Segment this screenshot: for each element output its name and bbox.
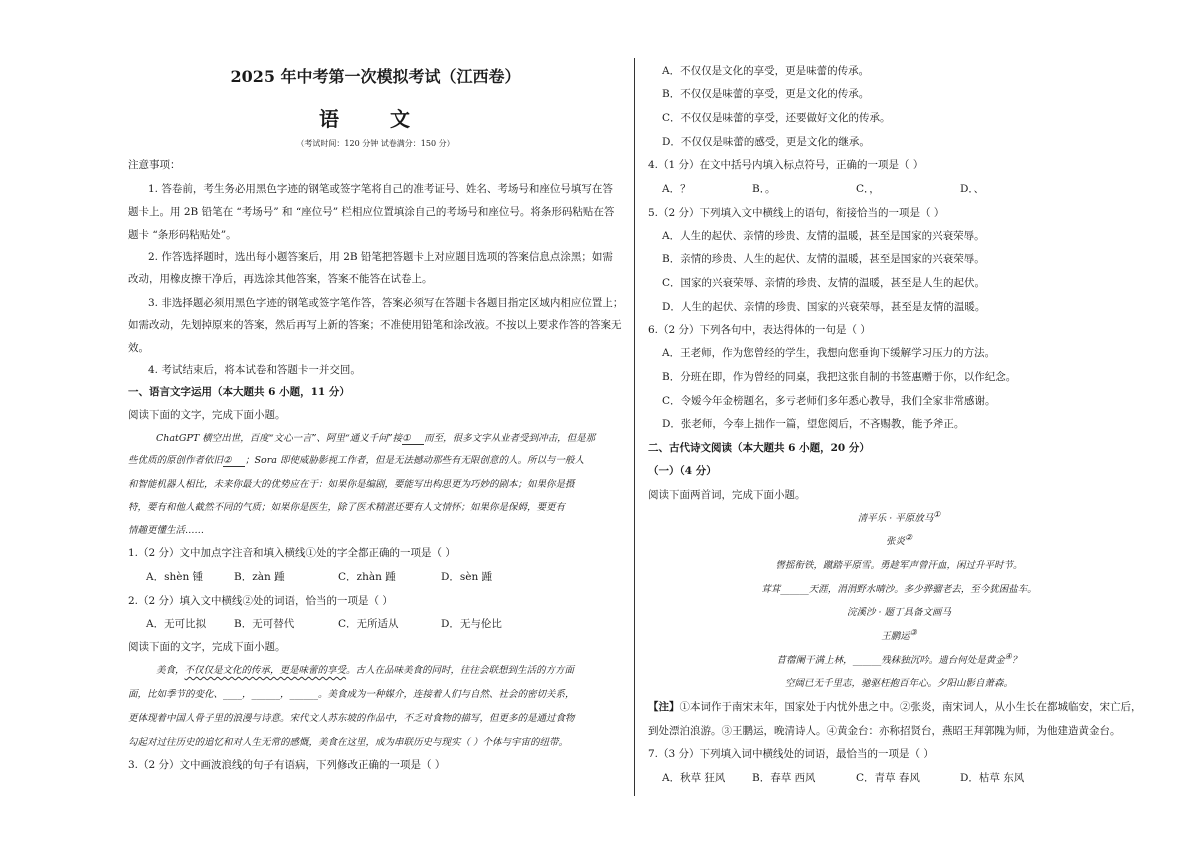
blank-line: ______ (251, 689, 281, 700)
poem1-line: 辔摇衔铁，蹴踏平原雪。勇趁军声曾汗血，闲过升平时节。 (775, 560, 1023, 571)
blank-line: ______ (289, 689, 319, 700)
q2-option-d[interactable]: D．无与伦比 (441, 618, 502, 630)
q4-option-a[interactable]: A．？ (662, 183, 691, 195)
poem2-author-text: 王鹏运 (881, 631, 910, 643)
passage2-line (156, 662, 574, 676)
poem1-title-note: ① (933, 510, 941, 519)
poem2-text: ？ (1011, 655, 1022, 667)
q6-option-a[interactable]: A．王老师，作为您曾经的学生，我想向您垂询下缓解学习压力的方法。 (662, 347, 996, 359)
question-2-stem: 2.（2 分）填入文中横线②处的词语，恰当的一项是（ ） (128, 595, 393, 607)
passage2-line: 勾起对过往历史的追忆和对人生无常的感慨，美食在这里，成为串联历史与现实（ ）个体与宇宙的纽带。 (128, 737, 569, 748)
q5-option-b[interactable]: B．亲情的珍贵、人生的起伏、友情的温暖，甚至是国家的兴衰荣辱。 (662, 253, 985, 265)
section1-intro: 阅读下面的文字，完成下面小题。 (128, 409, 286, 421)
left-column (118, 0, 633, 849)
notice-line: 2. 作答选择题时，选出每小题答案后，用 2B 铅笔把答题卡上对应题目选项的答案信息点涂黑；如需 (148, 251, 613, 263)
passage1-line (156, 430, 595, 445)
passage2-line: 更体现着中国人骨子里的浪漫与诗意。宋代文人苏东坡的作品中，不乏对食物的描写，但更多的是通过食物 (128, 713, 575, 724)
passage1-line: 和智能机器人相比，未来你最大的优势应在于：如果你是编剧，要能写出构思更为巧妙的剧本；如果你是摄 (128, 479, 575, 490)
q2-option-a[interactable]: A．无可比拟 (146, 618, 207, 630)
blank-line: ____ (223, 689, 243, 700)
passage1-text: 些优质的原创作者依旧 (128, 455, 224, 466)
q1-option-b[interactable]: B．zàn 踵 (234, 571, 285, 583)
q4-option-c[interactable]: C．， (856, 183, 880, 195)
q3-option-b[interactable]: B．不仅仅是味蕾的享受，更是文化的传承。 (662, 88, 870, 100)
q2-option-b[interactable]: B．无可替代 (234, 618, 295, 630)
q1-option-c[interactable]: C．zhàn 踵 (338, 571, 396, 583)
right-column (648, 0, 1150, 849)
poem2-author-note: ③ (909, 628, 917, 637)
poem2-author (648, 628, 1150, 642)
passage1-text: ChatGPT 横空出世，百度“文心一言”、阿里“通义千问”接 (156, 433, 403, 444)
poem1-text: 茸茸 (761, 584, 781, 595)
notice-heading: 注意事项： (128, 159, 181, 171)
question-7-stem: 7.（3 分）下列填入词中横线处的词语，最恰当的一项是（ ） (648, 748, 934, 760)
notice-line: 1. 答卷前，考生务必用黑色字迹的钢笔或签字笔将自己的准考证号、姓名、考场号和座位号填写在答 (148, 183, 613, 195)
q4-option-b[interactable]: B．。 (752, 183, 776, 195)
subject-title: 语 文 (319, 107, 432, 131)
notice-line: 改动，用橡皮擦干净后，再选涂其他答案，答案不能答在试卷上。 (128, 273, 433, 285)
passage2-text: 。美食成为一种媒介，连接着人们与自然、社会的密切关系， (318, 689, 575, 700)
poem2-title: 浣溪沙 · 题丁具备文画马 (846, 607, 952, 618)
column-divider (634, 58, 635, 796)
question-3-stem: 3.（2 分）文中画波浪线的句子有语病，下列修改正确的一项是（ ） (128, 759, 446, 771)
passage1-line: 特，要有和他人截然不同的气质；如果你是医生，除了医术精湛还要有人文情怀；如果你是保姆，要更有 (128, 502, 566, 513)
q3-option-c[interactable]: C．不仅仅是味蕾的享受，还要做好文化的传承。 (662, 112, 891, 124)
poem2-line-note: ④ (1004, 652, 1012, 661)
passage1-line: 情趣更懂生活…… (128, 525, 205, 536)
poem1-line (648, 581, 1150, 595)
q3-option-d[interactable]: D．不仅仅是味蕾的感受，更是文化的继承。 (662, 136, 870, 148)
q4-option-d[interactable]: D．、 (960, 183, 985, 195)
q5-option-c[interactable]: C．国家的兴衰荣辱、亲情的珍贵、友情的温暖，甚至是人生的起伏。 (662, 277, 986, 289)
q7-option-d[interactable]: D．枯草 东风 (960, 772, 1025, 784)
section2-heading: 二、古代诗文阅读（本大题共 6 小题，20 分） (648, 442, 870, 454)
q2-option-c[interactable]: C．无所适从 (338, 618, 399, 630)
q3-option-a[interactable]: A．不仅仅是文化的享受，更是味蕾的传承。 (662, 65, 870, 77)
section2-intro: 阅读下面两首词，完成下面小题。 (648, 489, 806, 501)
subsection-1: （一）（4 分） (648, 465, 717, 477)
question-6-stem: 6.（2 分）下列各句中，表达得体的一句是（ ） (648, 324, 871, 336)
notes-line (648, 699, 1142, 714)
question-5-stem: 5.（2 分）下列填入文中横线上的语句，衔接恰当的一项是（ ） (648, 207, 945, 219)
blank-1: ① (402, 433, 424, 445)
passage1-text: ；Sora 即使威胁影视工作者，但是无法撼动那些有无限创意的人。所以与一般人 (245, 455, 584, 466)
poem1-author (648, 533, 1150, 547)
q7-option-a[interactable]: A．秋草 狂风 (662, 772, 726, 784)
poem2-blank: ______ (852, 655, 882, 667)
notes-text: ①本词作于南宋末年，国家处于内忧外患之中。②张炎，南宋词人，从小生长在都城临安，宋亡后， (679, 701, 1142, 713)
passage2-text: 美食， (156, 665, 185, 676)
notice-line: 题卡 “条形码粘贴处”。 (128, 229, 237, 241)
q7-option-c[interactable]: C．青草 春风 (856, 772, 920, 784)
notice-line: 3. 非选择题必须用黑色字迹的钢笔或签字笔作答，答案必须写在答题卡各题目指定区域内相应位置上； (148, 297, 624, 309)
passage2-text: 面，比如季节的变化、 (128, 689, 224, 700)
q7-option-b[interactable]: B．春草 西风 (752, 772, 816, 784)
notice-line: 题卡上。用 2B 铅笔在 “考场号” 和 “座位号” 栏相应位置填涂自己的考场号和座位号。将条形码粘贴在答 (128, 206, 615, 218)
passage2-line: 面，比如季节的变化、____，______，______。美食成为一种媒介，连接着人们与自然、社会的密切关系， (128, 689, 575, 700)
passage2-text: 。古人在品味美食的同时，往往会联想到生活的方方面 (346, 665, 575, 676)
poem1-title-text: 清平乐 · 平原放马 (857, 513, 934, 525)
passage1-line (128, 452, 584, 467)
q5-option-d[interactable]: D．人生的起伏、亲情的珍贵、国家的兴衰荣辱，甚至是友情的温暖。 (662, 301, 986, 313)
exam-title: 2025 年中考第一次模拟考试（江西卷） (230, 67, 521, 86)
section1-intro-2: 阅读下面的文字，完成下面小题。 (128, 641, 286, 653)
notice-line: 如需改动，先划掉原来的答案，然后再写上新的答案；不准使用铅笔和涂改液。不按以上要求作答的答案无 (128, 319, 622, 331)
q1-option-d[interactable]: D．sèn 踵 (441, 571, 493, 583)
notice-line: 4. 考试结束后，将本试卷和答题卡一并交回。 (148, 364, 361, 376)
q6-option-b[interactable]: B．分班在即，作为曾经的同桌，我把这张自制的书签惠赠于你，以作纪念。 (662, 371, 1017, 383)
question-4-stem: 4.（1 分）在文中括号内填入标点符号，正确的一项是（ ） (648, 159, 924, 171)
poem2-text: 苜蓿阑干满上林， (776, 655, 853, 667)
question-1-stem: 1.（2 分）文中加点字注音和填入横线①处的字全都正确的一项是（ ） (128, 547, 456, 559)
poem2-line (648, 652, 1150, 666)
poem1-title (648, 510, 1150, 524)
poem2-text: 残秣独沉吟。遗台何处是黄金 (881, 655, 1005, 667)
poem1-author-text: 张炎 (885, 536, 905, 548)
section1-heading: 一、语言文字运用（本大题共 6 小题，11 分） (128, 386, 350, 398)
poem1-blank: ______ (780, 584, 809, 595)
wavy-sentence: 不仅仅是文化的传承，更是味蕾的享受 (184, 665, 347, 676)
notes-line: 到处漂泊浪游。③王鹏运，晚清诗人。④黄金台：亦称招贤台，燕昭王拜郭隗为师，为他建造黄金台。 (648, 725, 1121, 737)
q1-option-a[interactable]: A．shèn 锺 (146, 571, 204, 583)
passage1-text: 而至，很多文字从业者受到冲击，但是那 (424, 433, 596, 444)
poem1-text: 天涯，涓涓野水晴沙。多少骅骝老去，至今犹困盐车。 (808, 584, 1037, 595)
q6-option-d[interactable]: D．张老师，今奉上拙作一篇，望您阅后，不吝赐教，能予斧正。 (662, 418, 965, 430)
poem1-author-note: ② (904, 533, 913, 542)
poem2-line: 空阔已无千里志，驰驱枉抱百年心。夕阳山影自萧森。 (784, 678, 1013, 689)
exam-info: （考试时间：120 分钟 试卷满分：150 分） (296, 139, 455, 148)
blank-2: ② (223, 455, 245, 467)
q5-option-a[interactable]: A．人生的起伏、亲情的珍贵、友情的温暖，甚至是国家的兴衰荣辱。 (662, 230, 985, 242)
notes-label: 【注】 (648, 701, 680, 713)
notice-line: 效。 (128, 342, 149, 354)
q6-option-c[interactable]: C．令嫒今年金榜题名，多亏老师们多年悉心教导，我们全家非常感谢。 (662, 395, 996, 407)
